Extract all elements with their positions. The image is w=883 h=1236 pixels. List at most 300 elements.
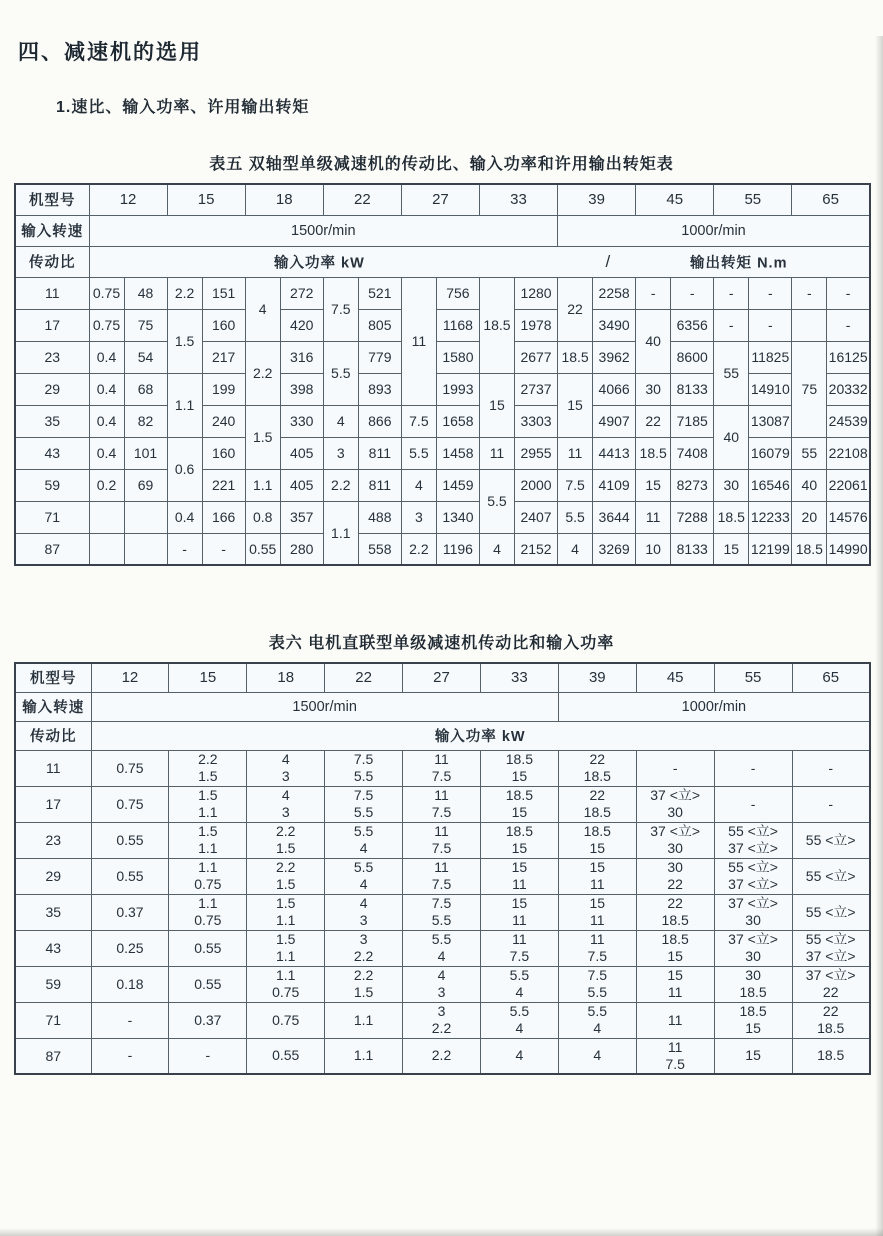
- power-value-cell: [403, 750, 481, 786]
- model-column-header: 27: [401, 184, 479, 215]
- power-value: 22: [589, 751, 606, 767]
- torque-value-cell: 8133: [671, 373, 714, 405]
- power-value-cell: [792, 966, 870, 1002]
- power-value-cell: [91, 1002, 169, 1038]
- power-value-cell: 4: [401, 469, 436, 501]
- model-number-header: 机型号: [15, 663, 91, 692]
- power-value-cell: 15: [636, 469, 671, 501]
- power-value-cell: [792, 822, 870, 858]
- torque-value-cell: 405: [280, 469, 323, 501]
- power-value: 3: [437, 984, 446, 1000]
- power-value-cell: [403, 858, 481, 894]
- power-value-cell: [714, 1002, 792, 1038]
- power-value-cell: [89, 501, 124, 533]
- power-value: 18.5: [505, 787, 534, 803]
- torque-value-cell: 272: [280, 277, 323, 309]
- power-value-cell: [636, 786, 714, 822]
- torque-value-cell: 405: [280, 437, 323, 469]
- power-value: 1.5: [198, 768, 218, 784]
- power-value: 37 <立>: [650, 787, 701, 803]
- ratio-cell: 87: [15, 1038, 91, 1074]
- ratio-cell: 11: [15, 277, 89, 309]
- power-value-cell: [247, 930, 325, 966]
- torque-value-cell: 7408: [671, 437, 714, 469]
- power-value: 1.1: [198, 840, 218, 856]
- power-value: 1.5: [275, 931, 296, 947]
- power-value-cell: [714, 1038, 792, 1074]
- power-value: 2.2: [275, 823, 296, 839]
- torque-value-cell: 893: [358, 373, 401, 405]
- torque-value-cell: 7185: [671, 405, 714, 437]
- power-value: 0.55: [116, 867, 144, 884]
- power-value: 1.5: [275, 876, 296, 892]
- model-column-header: 15: [169, 663, 247, 692]
- power-value-cell: [558, 750, 636, 786]
- power-value: 7.5: [431, 840, 452, 856]
- table5-caption: 表五 双轴型单级减速机的传动比、输入功率和许用输出转矩表: [209, 156, 674, 173]
- power-value: 4: [515, 1047, 524, 1064]
- power-value: 4: [359, 876, 368, 892]
- units-row: [89, 246, 870, 277]
- power-value-cell: 75: [792, 341, 827, 437]
- power-value: 18.5: [505, 823, 534, 839]
- power-value: 55 <立>: [728, 859, 778, 875]
- power-value-cell: -: [714, 309, 749, 341]
- power-value-cell: [714, 966, 792, 1002]
- power-value: 1.5: [198, 823, 218, 839]
- power-value-cell: [792, 750, 870, 786]
- table-row: [15, 501, 870, 533]
- model-column-header: 22: [323, 184, 401, 215]
- model-column-header: 18: [247, 663, 325, 692]
- power-value-cell: 3: [401, 501, 436, 533]
- power-value-cell: [325, 1002, 403, 1038]
- power-value: -: [672, 759, 678, 776]
- power-value: 7.5: [431, 876, 452, 892]
- power-value-cell: 0.75: [89, 309, 124, 341]
- power-value-cell: 15: [714, 533, 749, 565]
- power-value-cell: [91, 858, 169, 894]
- power-value-cell: [714, 786, 792, 822]
- torque-value-cell: 3269: [593, 533, 636, 565]
- torque-value-cell: 12233: [749, 501, 792, 533]
- power-value: 2.2: [431, 1047, 452, 1064]
- power-value-cell: [636, 894, 714, 930]
- power-value: 11: [667, 984, 683, 1000]
- table-row: [15, 750, 870, 786]
- power-value-cell: [714, 858, 792, 894]
- torque-value-cell: [124, 533, 167, 565]
- power-value-cell: [169, 1002, 247, 1038]
- power-value-cell: [636, 966, 714, 1002]
- power-value: 5.5: [353, 804, 374, 820]
- torque-value-cell: 2955: [514, 437, 557, 469]
- model-column-header: 65: [792, 663, 870, 692]
- torque-value-cell: 68: [124, 373, 167, 405]
- power-value-cell: 0.75: [89, 277, 124, 309]
- torque-value-cell: 16546: [749, 469, 792, 501]
- power-value-cell: [169, 930, 247, 966]
- power-value: 0.75: [116, 759, 144, 776]
- power-value-cell: [558, 858, 636, 894]
- power-value: 15: [511, 840, 528, 856]
- power-value-cell: 30: [636, 373, 671, 405]
- power-value-cell: 1.1: [167, 373, 202, 437]
- ratio-cell: 11: [15, 750, 91, 786]
- power-value-cell: 1.5: [245, 405, 280, 469]
- table-row: [15, 309, 870, 341]
- power-value: 11: [667, 1038, 683, 1055]
- power-value: 4: [515, 984, 524, 1000]
- torque-value-cell: 357: [280, 501, 323, 533]
- power-value: 4: [515, 1020, 524, 1036]
- speed-1500rpm: 1500r/min: [91, 692, 558, 721]
- power-value-cell: [403, 786, 481, 822]
- power-value: 1.1: [198, 859, 218, 875]
- power-value-cell: [169, 750, 247, 786]
- torque-value-cell: -: [671, 277, 714, 309]
- power-value-cell: 0.4: [167, 501, 202, 533]
- table-row: [15, 894, 870, 930]
- power-value: 30: [745, 948, 761, 964]
- torque-value-cell: 4413: [593, 437, 636, 469]
- torque-value-cell: 16125: [827, 341, 870, 373]
- power-value-cell: [91, 786, 169, 822]
- power-value: 55 <立>: [805, 903, 856, 920]
- power-value: 1.5: [198, 787, 218, 803]
- torque-value-cell: -: [202, 533, 245, 565]
- power-value-cell: [480, 858, 558, 894]
- power-value: 15: [745, 1020, 761, 1036]
- table6-caption: 表六 电机直联型单级减速机传动比和输入功率: [268, 635, 615, 652]
- table-row: [15, 1038, 870, 1074]
- model-column-header: 55: [714, 663, 792, 692]
- power-value-cell: [636, 750, 714, 786]
- power-value: -: [750, 759, 756, 776]
- power-value-cell: 4: [245, 277, 280, 341]
- power-value-cell: 40: [714, 405, 749, 469]
- power-value: 15: [511, 768, 528, 784]
- power-value: 4: [437, 948, 446, 964]
- power-value-cell: 0.2: [89, 469, 124, 501]
- power-value-cell: [403, 1002, 481, 1038]
- power-value: 0.75: [194, 876, 222, 892]
- power-value: 1.1: [275, 912, 296, 928]
- torque-value-cell: -: [827, 277, 870, 309]
- torque-value-cell: 2258: [593, 277, 636, 309]
- power-value: 37 <立>: [728, 876, 778, 892]
- power-value: 2.2: [431, 1020, 452, 1036]
- power-value-cell: 0.8: [245, 501, 280, 533]
- ratio-cell: 43: [15, 930, 91, 966]
- torque-value-cell: 330: [280, 405, 323, 437]
- power-value-cell: 4: [323, 405, 358, 437]
- power-value-cell: 5.5: [558, 501, 593, 533]
- ratio-cell: 43: [15, 437, 89, 469]
- torque-value-cell: -: [749, 309, 792, 341]
- torque-value-cell: 101: [124, 437, 167, 469]
- power-value: 5.5: [509, 1003, 530, 1019]
- power-value-cell: [403, 894, 481, 930]
- power-value: -: [205, 1047, 211, 1064]
- power-value-cell: [247, 966, 325, 1002]
- power-value-cell: [558, 1038, 636, 1074]
- power-value: 11: [590, 912, 605, 928]
- power-value-cell: 11: [401, 277, 436, 405]
- power-value-cell: [558, 1002, 636, 1038]
- power-value: 22: [667, 895, 683, 911]
- torque-value-cell: 160: [202, 437, 245, 469]
- table-row: [15, 533, 870, 565]
- torque-value-cell: 1580: [436, 341, 479, 373]
- model-column-header: 55: [714, 184, 792, 215]
- power-value: 18.5: [817, 1020, 845, 1036]
- power-value-cell: 0.4: [89, 405, 124, 437]
- power-value: 15: [511, 804, 528, 820]
- power-value: 0.75: [194, 912, 222, 928]
- power-value: 0.55: [194, 975, 222, 992]
- power-value-cell: -: [792, 277, 827, 309]
- power-value: 15: [589, 840, 606, 856]
- power-value: 7.5: [431, 804, 452, 820]
- power-value: 0.37: [194, 1011, 222, 1028]
- power-value: 0.37: [116, 903, 144, 920]
- torque-value-cell: 3962: [593, 341, 636, 373]
- power-value-cell: 3: [323, 437, 358, 469]
- power-value: 0.55: [272, 1047, 300, 1064]
- power-value-cell: 1.1: [323, 501, 358, 565]
- power-value-cell: [792, 309, 827, 341]
- power-value-cell: 15: [479, 373, 514, 437]
- power-value-cell: [247, 750, 325, 786]
- power-value-cell: [325, 1038, 403, 1074]
- power-value-cell: [169, 966, 247, 1002]
- power-value-cell: [91, 930, 169, 966]
- torque-value-cell: 151: [202, 277, 245, 309]
- power-value-cell: 55: [792, 437, 827, 469]
- power-value-cell: 18.5: [792, 533, 827, 565]
- power-value: -: [750, 795, 756, 812]
- power-value-cell: 2.2: [323, 469, 358, 501]
- table-row: [15, 405, 870, 437]
- power-value: 15: [511, 895, 528, 911]
- power-value: 7.5: [509, 948, 530, 964]
- document-page: [0, 36, 883, 1075]
- power-value-cell: -: [714, 277, 749, 309]
- torque-value-cell: 240: [202, 405, 245, 437]
- power-value-cell: 11: [479, 437, 514, 469]
- torque-value-cell: [124, 501, 167, 533]
- power-value: 5.5: [353, 823, 374, 839]
- power-value: 5.5: [587, 1003, 608, 1019]
- table-row: [15, 341, 870, 373]
- torque-value-cell: 54: [124, 341, 167, 373]
- model-column-header: 27: [403, 663, 481, 692]
- torque-value-cell: 6356: [671, 309, 714, 341]
- ratio-cell: 17: [15, 309, 89, 341]
- power-value-cell: 22: [558, 277, 593, 341]
- power-value: 15: [589, 859, 606, 875]
- torque-value-cell: 199: [202, 373, 245, 405]
- power-value: 11: [590, 876, 605, 892]
- power-value: 37 <立>: [650, 823, 701, 839]
- power-value: 55 <立>: [805, 867, 856, 884]
- power-value: 4: [281, 751, 290, 767]
- power-value: 5.5: [431, 931, 452, 947]
- model-column-header: 39: [558, 184, 636, 215]
- model-column-header: 18: [245, 184, 323, 215]
- power-value-cell: [480, 750, 558, 786]
- ratio-cell: 29: [15, 373, 89, 405]
- torque-value-cell: 2677: [514, 341, 557, 373]
- torque-value-cell: 316: [280, 341, 323, 373]
- torque-value-cell: 1993: [436, 373, 479, 405]
- power-value-cell: 15: [558, 373, 593, 437]
- torque-value-cell: -: [749, 277, 792, 309]
- power-value: 3: [359, 912, 368, 928]
- power-value-cell: 7.5: [323, 277, 358, 341]
- power-value-cell: [91, 894, 169, 930]
- torque-value-cell: 13087: [749, 405, 792, 437]
- torque-value-cell: 558: [358, 533, 401, 565]
- power-value: 0.25: [116, 939, 144, 956]
- power-value-cell: 1.5: [167, 309, 202, 373]
- power-value-cell: [480, 1002, 558, 1038]
- torque-value-cell: 3490: [593, 309, 636, 341]
- power-value-cell: [636, 1038, 714, 1074]
- torque-value-cell: 8273: [671, 469, 714, 501]
- ratio-header: 传动比: [15, 246, 89, 277]
- power-value-cell: 20: [792, 501, 827, 533]
- power-value-cell: 18.5: [714, 501, 749, 533]
- power-value-cell: 30: [714, 469, 749, 501]
- power-value: 2.2: [353, 948, 374, 964]
- power-value: 1.5: [275, 895, 296, 911]
- power-value-cell: [247, 1002, 325, 1038]
- model-column-header: 65: [792, 184, 870, 215]
- power-value-cell: [403, 822, 481, 858]
- torque-value-cell: 20332: [827, 373, 870, 405]
- power-value-cell: 2.2: [245, 341, 280, 405]
- model-column-header: 39: [558, 663, 636, 692]
- power-value-cell: [247, 894, 325, 930]
- power-value: 30: [667, 840, 683, 856]
- torque-value-cell: 69: [124, 469, 167, 501]
- torque-value-cell: 811: [358, 437, 401, 469]
- section-heading: 四、减速机的选用: [18, 41, 202, 64]
- power-value-cell: [480, 930, 558, 966]
- power-value: 4: [359, 840, 368, 856]
- power-value: 18.5: [739, 984, 767, 1000]
- torque-value-cell: 24539: [827, 405, 870, 437]
- power-value: 1.1: [353, 1011, 374, 1028]
- torque-value-cell: 14576: [827, 501, 870, 533]
- power-value-cell: 11: [636, 501, 671, 533]
- torque-value-cell: 8133: [671, 533, 714, 565]
- power-value-cell: [792, 1038, 870, 1074]
- torque-value-cell: 1978: [514, 309, 557, 341]
- power-value: 1.1: [353, 1047, 374, 1064]
- power-value-cell: 0.4: [89, 341, 124, 373]
- power-value-cell: [714, 930, 792, 966]
- power-value-cell: [169, 822, 247, 858]
- power-value-cell: [636, 1002, 714, 1038]
- table-row: [15, 277, 870, 309]
- power-value: 5.5: [587, 984, 608, 1000]
- power-value: 1.1: [275, 948, 296, 964]
- power-value-cell: [636, 858, 714, 894]
- torque-value-cell: 160: [202, 309, 245, 341]
- table-row: [15, 1002, 870, 1038]
- torque-value-cell: 8600: [671, 341, 714, 373]
- torque-value-cell: 14990: [827, 533, 870, 565]
- power-value-cell: [403, 1038, 481, 1074]
- ratio-cell: 71: [15, 501, 89, 533]
- torque-value-cell: 3644: [593, 501, 636, 533]
- power-value-cell: [636, 930, 714, 966]
- torque-value-cell: 1459: [436, 469, 479, 501]
- model-column-header: 12: [91, 663, 169, 692]
- speed-1500rpm: 1500r/min: [89, 215, 558, 246]
- power-value-cell: [169, 786, 247, 822]
- torque-value-cell: 217: [202, 341, 245, 373]
- power-value: 11: [434, 787, 449, 803]
- power-value-cell: -: [636, 277, 671, 309]
- torque-value-cell: 1196: [436, 533, 479, 565]
- model-number-header: 机型号: [15, 184, 89, 215]
- table-row: [15, 469, 870, 501]
- model-column-header: 22: [325, 663, 403, 692]
- power-value: 30: [745, 967, 761, 983]
- power-value-cell: 22: [636, 405, 671, 437]
- power-value-cell: 7.5: [558, 469, 593, 501]
- power-value: 11: [512, 931, 527, 947]
- speed-1000rpm: 1000r/min: [558, 215, 870, 246]
- power-value: 7.5: [353, 751, 374, 767]
- input-speed-header: 输入转速: [15, 215, 89, 246]
- model-column-header: 45: [636, 184, 714, 215]
- power-value-cell: [792, 786, 870, 822]
- power-value-cell: [91, 1038, 169, 1074]
- ratio-cell: 23: [15, 822, 91, 858]
- torque-value-cell: 12199: [749, 533, 792, 565]
- model-column-header: 33: [479, 184, 557, 215]
- power-value: 5.5: [431, 912, 452, 928]
- power-value-cell: [558, 894, 636, 930]
- subsection-heading: 1.速比、输入功率、许用输出转矩: [56, 99, 310, 116]
- power-value: 3: [281, 768, 290, 784]
- model-column-header: 45: [636, 663, 714, 692]
- torque-value-cell: 779: [358, 341, 401, 373]
- power-value-cell: 40: [792, 469, 827, 501]
- ratio-cell: 35: [15, 894, 91, 930]
- power-value-cell: [480, 1038, 558, 1074]
- power-value: 55 <立>: [805, 931, 856, 947]
- power-value: 11: [434, 751, 449, 767]
- power-value: -: [127, 1047, 133, 1064]
- power-value: 11: [590, 931, 605, 947]
- model-column-header: 33: [480, 663, 558, 692]
- torque-value-cell: -: [827, 309, 870, 341]
- torque-value-cell: 1658: [436, 405, 479, 437]
- power-value-cell: [403, 930, 481, 966]
- power-value: 3: [437, 1003, 446, 1019]
- power-value-cell: 18.5: [558, 341, 593, 373]
- power-value-cell: 4: [558, 533, 593, 565]
- table5-reducer-spec-table: [14, 183, 871, 566]
- torque-value-cell: 22061: [827, 469, 870, 501]
- power-value-cell: [403, 966, 481, 1002]
